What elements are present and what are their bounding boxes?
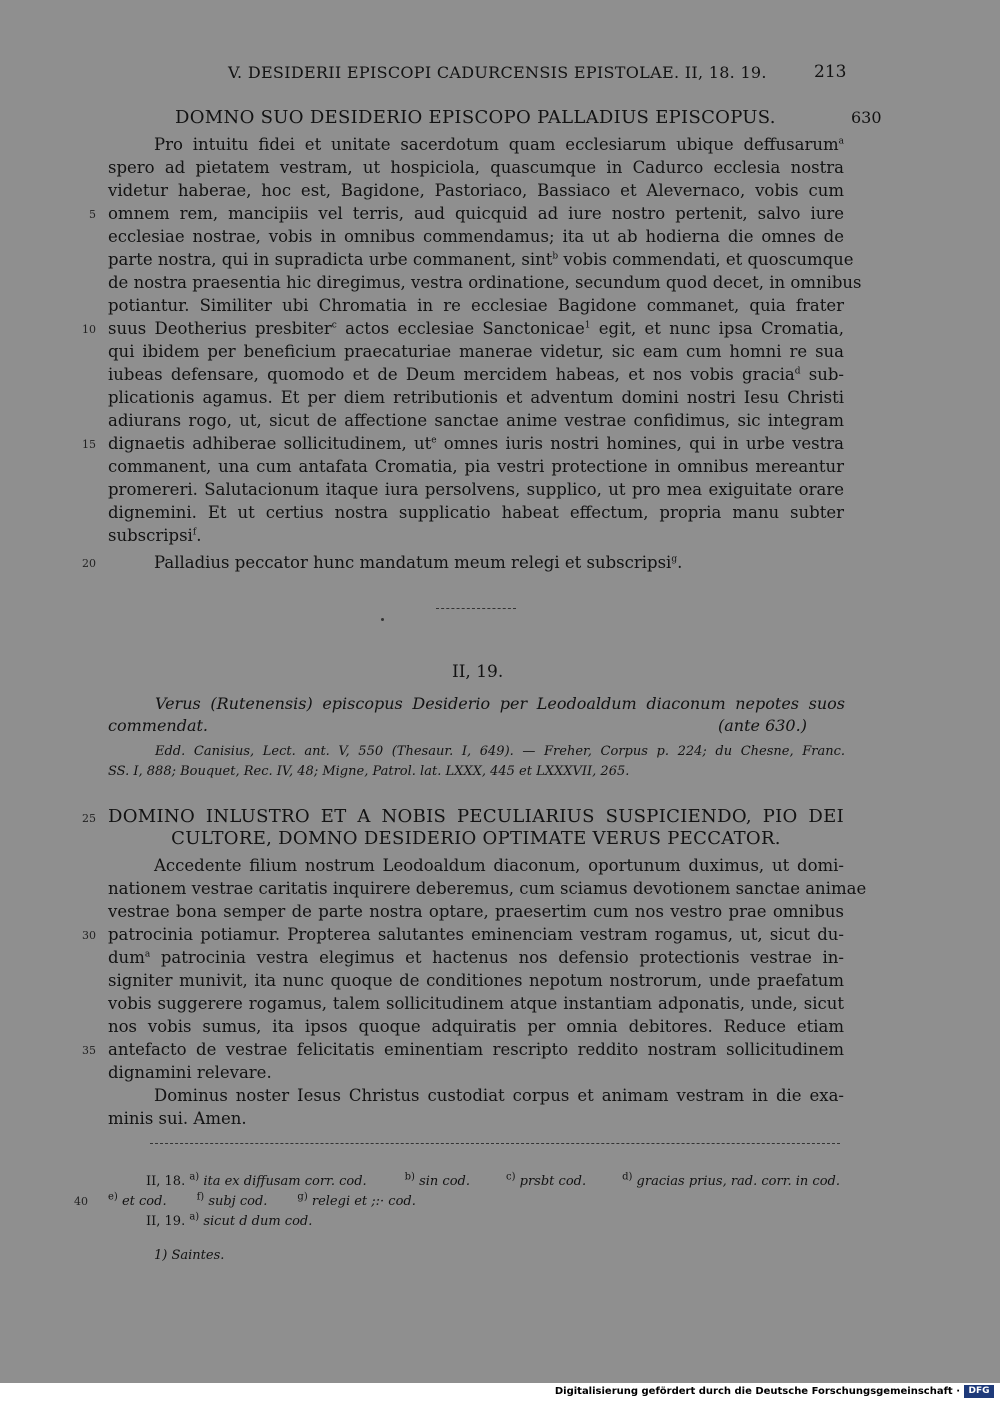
- line-text: nos vobis sumus, ita ipsos quoque adquiratis per omnia debitores. Reduce etiam: [108, 1017, 844, 1036]
- footnote-marker: a: [838, 136, 844, 147]
- footnote-marker: g: [671, 554, 678, 565]
- footnote-item: [622, 1171, 840, 1189]
- letter18-line: [108, 478, 844, 501]
- footnote-mark: a): [189, 1211, 200, 1223]
- letter18-year: 630: [851, 108, 882, 127]
- line-text: adiurans rogo, ut, sicut de affectione sanctae anime vestrae confidimus, sic integram: [108, 411, 844, 430]
- letter18-line: [108, 432, 844, 455]
- line-text: Accedente filium nostrum Leodoaldum diaconum, oportunum duximus, ut domi-: [154, 856, 844, 875]
- line-text: parte nostra, qui in supradicta urbe commanent, sint: [108, 250, 553, 269]
- footnote-mark: e): [108, 1191, 118, 1203]
- editions-line2: SS. I, 888; Bouquet, Rec. IV, 48; Migne, Patrol. lat. LXXX, 445 et LXXXVII, 265.: [108, 764, 630, 779]
- line-text: dignaetis adhiberae sollicitudinem, ut: [108, 434, 432, 453]
- footnote-text: et cod.: [117, 1194, 167, 1209]
- letter18-line: [108, 501, 844, 524]
- footnote-item: [196, 1191, 268, 1209]
- line-text: sub-: [800, 365, 844, 384]
- footnote-rule: [150, 1143, 840, 1144]
- letter18-closing: [154, 551, 844, 574]
- letter18-line: [108, 156, 844, 179]
- letter18-line: [108, 294, 844, 317]
- footnote-marker: f: [192, 527, 197, 538]
- letter19-heading-line2: CULTORE, DOMNO DESIDERIO OPTIMATE VERUS PECCATOR.: [171, 828, 781, 849]
- footer-credit: Digitalisierung gefördert durch die Deutsche Forschungsgemeinschaft ·: [554, 1386, 960, 1397]
- dfg-logo: DFG: [964, 1385, 994, 1398]
- line-number: 15: [82, 438, 96, 451]
- footnote-marker: a: [144, 949, 151, 960]
- line-text: videtur haberae, hoc est, Bagidone, Pastoriaco, Bassiaco et Alevernaco, vobis cum: [108, 181, 844, 200]
- separator-rule: [436, 608, 516, 609]
- footnote-line-1: [146, 1172, 864, 1192]
- letter19-line: [108, 877, 867, 900]
- footnote-mark: g): [297, 1191, 308, 1203]
- line-text: plicationis agamus. Et per diem retributionis et adventum domini nostri Iesu Christi: [108, 388, 844, 407]
- footnote-mark: b): [404, 1171, 415, 1183]
- letter19-line: [154, 1084, 844, 1107]
- footnote-text: sin cod.: [414, 1174, 470, 1189]
- line-number: 10: [82, 323, 96, 336]
- letter19-line: [154, 854, 844, 877]
- letter19-summary-line1: Verus (Rutenensis) episcopus Desiderio per Leodoaldum diaconum nepotes suos: [155, 694, 845, 713]
- line-text: dignemini. Et ut certius nostra supplicatio habeat effectum, propria manu subter: [108, 503, 844, 522]
- footnote-item: [506, 1171, 587, 1189]
- letter19-line: [108, 969, 844, 992]
- letter18-line: [108, 340, 844, 363]
- footnote-mark: d): [622, 1171, 633, 1183]
- letter18-line: [108, 248, 854, 271]
- letter19-line: [108, 992, 844, 1015]
- footnote-line-3: [146, 1212, 336, 1232]
- footnote-item: [189, 1211, 313, 1229]
- footnote-mark: a): [189, 1171, 200, 1183]
- line-text: .: [196, 526, 202, 545]
- footnote-note-1: 1) Saintes.: [154, 1248, 225, 1263]
- footnote-mark: c): [506, 1171, 516, 1183]
- letter18-line: [108, 271, 862, 294]
- footnote-label: II, 18.: [146, 1174, 190, 1189]
- line-text: dum: [108, 948, 145, 967]
- line-text: potiantur. Similiter ubi Chromatia in re ecclesiae Bagidone commanet, quia frater: [108, 296, 844, 315]
- line-text: vobis suggerere rogamus, talem sollicitudinem atque instantiam adponatis, unde, sicut: [108, 994, 844, 1013]
- line-text: ecclesiae nostrae, vobis in omnibus commendamus; ita ut ab hodierna die omnes de: [108, 227, 844, 246]
- letter19-heading-line1: DOMINO INLUSTRO ET A NOBIS PECULIARIUS SUSPICIENDO, PIO DEI: [108, 806, 844, 827]
- footnote-marker: b: [552, 251, 559, 262]
- footnote-text: subj cod.: [204, 1194, 268, 1209]
- footnote-marker: d: [794, 366, 801, 377]
- footnote-item: [297, 1191, 416, 1209]
- line-text: subscripsi: [108, 526, 193, 545]
- footnote-item: [108, 1191, 167, 1209]
- footnote-text: ita ex diffusam corr. cod.: [199, 1174, 367, 1189]
- line-text: antefacto de vestrae felicitatis eminentiam rescripto reddito nostram sollicitudinem: [108, 1040, 844, 1059]
- running-head-title: V. DESIDERII EPISCOPI CADURCENSIS EPISTOLAE. II, 18. 19.: [228, 63, 767, 82]
- line-text: omnes iuris nostri homines, qui in urbe vestra: [436, 434, 844, 453]
- letter19-line: [108, 1015, 844, 1038]
- line-text: .: [677, 553, 683, 572]
- line-text: Dominus noster Iesus Christus custodiat corpus et animam vestram in die exa-: [154, 1086, 844, 1105]
- letter19-line: [108, 1061, 844, 1084]
- line-text: omnem rem, mancipiis vel terris, aud quicquid ad iure nostro pertenit, salvo iure: [108, 204, 844, 223]
- letter18-line: [108, 409, 844, 432]
- separator-dot: [381, 618, 384, 621]
- line-number: 35: [82, 1044, 96, 1057]
- line-text: egit, et nunc ipsa Cromatia,: [590, 319, 844, 338]
- line-text: signiter munivit, ita nunc quoque de conditiones nepotum nostrorum, unde praefatum: [108, 971, 844, 990]
- footnote-mark: f): [196, 1191, 205, 1203]
- footnote-label: II, 19.: [146, 1214, 190, 1229]
- line-number: 20: [82, 557, 96, 570]
- footnote-text: prsbt cod.: [515, 1174, 587, 1189]
- letter18-heading: DOMNO SUO DESIDERIO EPISCOPO PALLADIUS EPISCOPUS.: [175, 107, 776, 128]
- letter18-line: [108, 225, 844, 248]
- letter18-line: [108, 363, 844, 386]
- letter19-summary-date: (ante 630.): [718, 716, 807, 735]
- letter18-line: [108, 202, 844, 225]
- letter19-line: [108, 900, 844, 923]
- line-text: de nostra praesentia hic diregimus, vestra ordinatione, secundum quod decet, in omnibus: [108, 273, 862, 292]
- line-text: qui ibidem per beneficium praecaturiae manerae videtur, sic eam cum homni re sua: [108, 342, 844, 361]
- letter19-line: [108, 1107, 844, 1130]
- letter19-line: [108, 923, 844, 946]
- letter18-line: [108, 386, 844, 409]
- line-number-25: 25: [82, 812, 96, 825]
- footnote-marker: e: [431, 435, 437, 446]
- footnote-text: gracias prius, rad. corr. in cod.: [632, 1174, 840, 1189]
- line-text: vobis commendati, et quoscumque: [558, 250, 854, 269]
- line-text: patrocinia potiamur. Propterea salutantes eminenciam vestram rogamus, ut, sicut du-: [108, 925, 844, 944]
- line-text: spero ad pietatem vestram, ut hospiciola, quascumque in Cadurco ecclesia nostra: [108, 158, 844, 177]
- letter18-line: [108, 179, 844, 202]
- line-number-40: 40: [74, 1195, 88, 1208]
- line-text: nationem vestrae caritatis inquirere deberemus, cum sciamus devotionem sanctae animae: [108, 879, 867, 898]
- letter18-line: [154, 133, 844, 156]
- editions-line1: Edd. Canisius, Lect. ant. V, 550 (Thesaur. I, 649). — Freher, Corpus p. 224; du Chesne, Franc.: [155, 744, 845, 759]
- line-text: Palladius peccator hunc mandatum meum relegi et subscripsi: [154, 553, 672, 572]
- footnote-marker: 1: [584, 320, 591, 331]
- footnote-text: sicut d dum cod.: [199, 1214, 313, 1229]
- line-text: iubeas defensare, quomodo et de Deum mercidem habeas, et nos vobis gracia: [108, 365, 795, 384]
- page-number: 213: [814, 62, 847, 82]
- line-text: minis sui. Amen.: [108, 1109, 247, 1128]
- footnote-item: [189, 1171, 367, 1189]
- line-text: actos ecclesiae Sanctonicae: [336, 319, 585, 338]
- line-text: vestrae bona semper de parte nostra optare, praesertim cum nos vestro prae omnibus: [108, 902, 844, 921]
- letter19-number: II, 19.: [452, 662, 504, 682]
- line-text: Pro intuitu fidei et unitate sacerdotum quam ecclesiarum ubique deffusarum: [154, 135, 839, 154]
- letter19-summary-line2: commendat.: [108, 716, 209, 735]
- letter18-line: [108, 317, 844, 340]
- footnote-item: [404, 1171, 470, 1189]
- line-text: suus Deotherius presbiter: [108, 319, 332, 338]
- footnote-marker: c: [331, 320, 337, 331]
- letter19-line: [108, 946, 844, 969]
- line-text: commanent, una cum antafata Cromatia, pia vestri protectione in omnibus mereantur: [108, 457, 844, 476]
- footnote-line-2: [108, 1192, 440, 1212]
- line-text: patrocinia vestra elegimus et hactenus nos defensio protectionis vestrae in-: [150, 948, 844, 967]
- line-text: dignamini relevare.: [108, 1063, 272, 1082]
- letter19-line: [108, 1038, 844, 1061]
- line-number: 30: [82, 929, 96, 942]
- line-number: 5: [89, 208, 96, 221]
- letter18-line: [108, 524, 844, 547]
- line-text: promereri. Salutacionum itaque iura persolvens, supplico, ut pro mea exiguitate orare: [108, 480, 844, 499]
- footnote-text: relegi et ;:· cod.: [307, 1194, 416, 1209]
- letter18-line: [108, 455, 844, 478]
